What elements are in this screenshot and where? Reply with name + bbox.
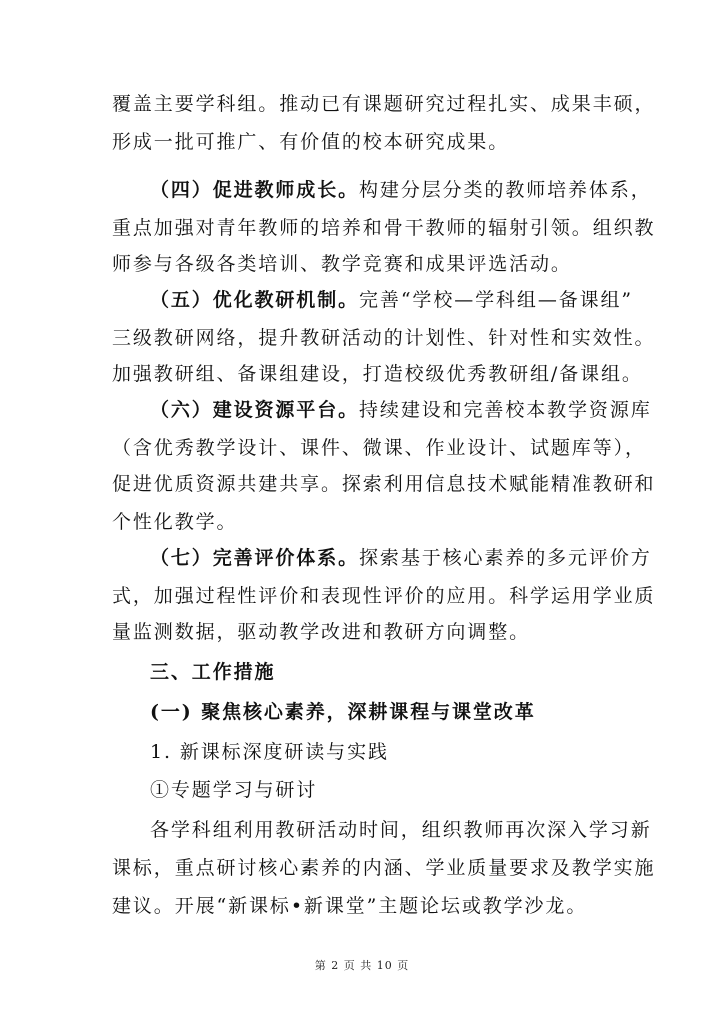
subsection-heading: (一) 聚焦核心素养，深耕课程与课堂改革	[150, 701, 536, 723]
paragraph-line: 式，加强过程性评价和表现性评价的应用。科学运用学业质	[112, 585, 656, 607]
section-heading: （六）建设资源平台。	[150, 399, 360, 421]
paragraph-line: （含优秀教学设计、课件、微课、作业设计、试题库等），	[112, 437, 646, 459]
item-heading: 1. 新课标深度研读与实践	[150, 741, 389, 763]
paragraph-line: 形成一批可推广、有价值的校本研究成果。	[112, 131, 510, 153]
page-footer: 第 2 页 共 10 页	[314, 959, 410, 972]
paragraph-line: 加强教研组、备课组建设，打造校级优秀教研组/备课组。	[112, 363, 643, 385]
paragraph-line: 三级教研网络，提升教研活动的计划性、针对性和实效性。	[112, 327, 656, 349]
paragraph-line-section-5: （五）优化教研机制。完善“学校—学科组—备课组”	[150, 289, 634, 311]
section-heading: （五）优化教研机制。	[150, 289, 360, 311]
paragraph-line-section-7: （七）完善评价体系。探索基于核心素养的多元评价方	[150, 547, 652, 569]
paragraph-line: 课标，重点研讨核心素养的内涵、学业质量要求及教学实施	[112, 857, 656, 879]
sub-item-heading: ①专题学习与研讨	[150, 779, 318, 801]
chapter-heading: 三、工作措施	[150, 661, 276, 683]
section-heading: （七）完善评价体系。	[150, 547, 360, 569]
paragraph-line: 重点加强对青年教师的培养和骨干教师的辐射引领。组织教	[112, 217, 656, 239]
paragraph-line: 覆盖主要学科组。推动已有课题研究过程扎实、成果丰硕，	[112, 93, 656, 115]
paragraph-line: 个性化教学。	[112, 511, 238, 533]
paragraph-line-section-6: （六）建设资源平台。持续建设和完善校本教学资源库	[150, 399, 652, 421]
section-heading: （四）促进教师成长。	[150, 179, 360, 201]
paragraph-line: 师参与各级各类培训、教学竞赛和成果评选活动。	[112, 253, 572, 275]
paragraph-line: 量监测数据，驱动教学改进和教研方向调整。	[112, 621, 531, 643]
paragraph-line: 各学科组利用教研活动时间，组织教师再次深入学习新	[150, 819, 652, 841]
paragraph-line-section-4: （四）促进教师成长。构建分层分类的教师培养体系，	[150, 179, 652, 201]
paragraph-line: 促进优质资源共建共享。探索利用信息技术赋能精准教研和	[112, 473, 656, 495]
paragraph-line: 建议。开展“新课标•新课堂”主题论坛或教学沙龙。	[112, 895, 588, 917]
